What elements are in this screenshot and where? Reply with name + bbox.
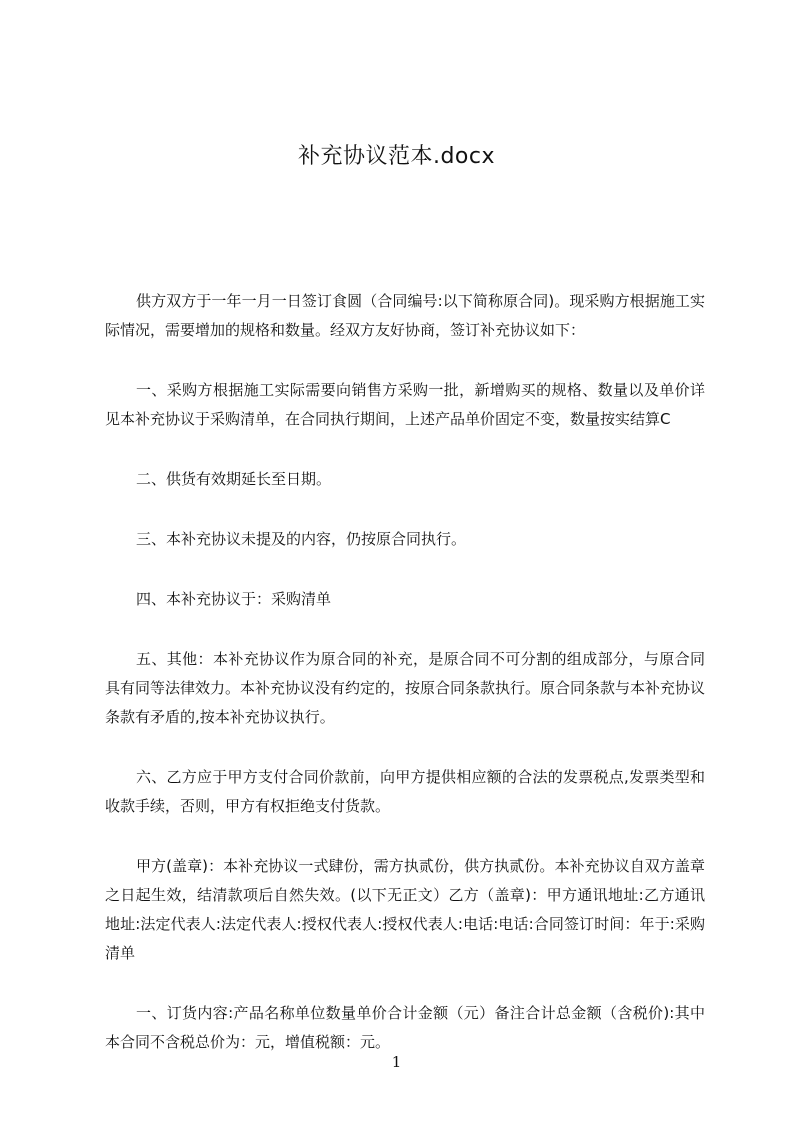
paragraph-clause-2: 二、供货有效期延长至日期。	[136, 470, 332, 488]
paragraph-order-content: 一、订货内容:产品名称单位数量单价合计金额（元）备注合计总金额（含税价):其中本合同不含税总价为：元，增值税额：元。	[105, 1004, 705, 1051]
paragraph-clause-6: 六、乙方应于甲方支付合同价款前，向甲方提供相应额的合法的发票税点,发票类型和收款手续，否则，甲方有权拒绝支付货款。	[105, 768, 705, 815]
paragraph-intro: 供方双方于一年一月一日签订食圆（合同编号:以下简称原合同)。现采购方根据施工实际情况，需要增加的规格和数量。经双方友好协商，签订补充协议如下：	[105, 292, 705, 339]
page-number: 1	[391, 1053, 402, 1071]
paragraph-clause-3: 三、本补充协议未提及的内容，仍按原合同执行。	[136, 530, 467, 548]
document-body	[105, 287, 705, 1088]
document-title: 补充协议范本.docx	[297, 144, 496, 169]
paragraph-clause-5: 五、其他：本补充协议作为原合同的补充，是原合同不可分割的组成部分，与原合同具有同等法律效力。本补充协议没有约定的，按原合同条款执行。原合同条款与本补充协议条款有矛盾的,按本补充协议执行。	[105, 650, 706, 726]
paragraph-clause-1: 一、采购方根据施工实际需要向销售方采购一批，新增购买的规格、数量以及单价详见本补充协议于采购清单，在合同执行期间，上述产品单价固定不变，数量按实结算C	[105, 381, 705, 428]
paragraph-signature-block: 甲方(盖章)：本补充协议一式肆份，需方执贰份，供方执贰份。本补充协议自双方盖章之日起生效，结清款项后自然失效。(以下无正文）乙方（盖章)：甲方通讯地址:乙方通讯地址:法定代表人:法定代表人:授权代表人:授权代表人:电话:电话:合同签订时间：年于:采购清单	[105, 857, 705, 962]
paragraph-clause-4: 四、本补充协议于：采购清单	[136, 590, 332, 608]
